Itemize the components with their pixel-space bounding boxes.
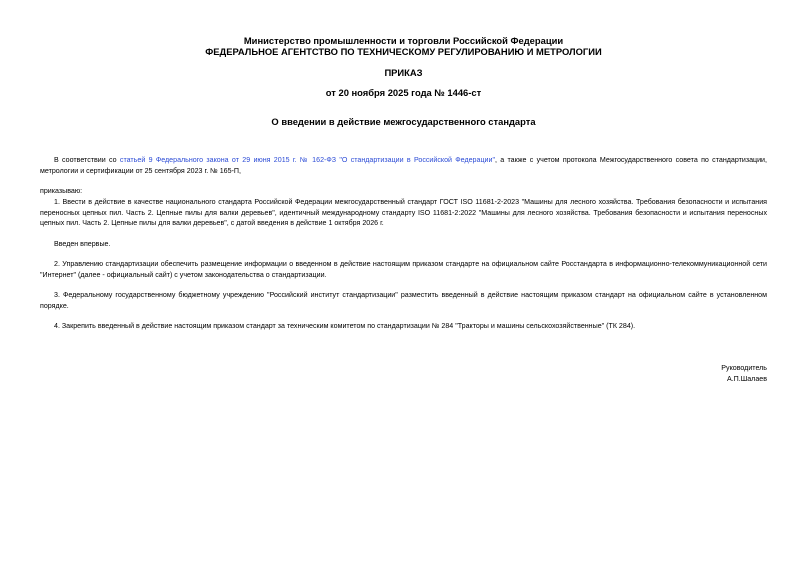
introduced-note: Введен впервые. [54, 240, 111, 248]
legal-basis-suffix: , а также с учетом протокола Межгосударственного совета по стандартизации, метрологии и сертификации от 25 сентября 2023 г. № 165-П, [40, 156, 767, 175]
signatory-title: Руководитель [721, 364, 767, 372]
federal-law-link[interactable]: статьей 9 Федерального закона от 29 июня 2015 г. № 162-ФЗ "О стандартизации в Российской Федерации" [119, 156, 495, 164]
order-item-4: 4. Закрепить введенный в действие настоящим приказом стандарт за техническим комитетом по стандартизации № 284 "Тракторы и машины сельскохозяйственные" (ТК 284). [54, 322, 636, 330]
document-page [40, 0, 767, 571]
agency-name: ФЕДЕРАЛЬНОЕ АГЕНТСТВО ПО ТЕХНИЧЕСКОМУ РЕГУЛИРОВАНИЮ И МЕТРОЛОГИИ [205, 46, 602, 57]
legal-basis-paragraph [40, 155, 767, 176]
legal-basis-prefix: В соответствии со [54, 156, 120, 164]
order-item-1: 1. Ввести в действие в качестве национального стандарта Российской Федерации межгосударственный стандарт ГОСТ ISO 11681-2-2023 "Машины для лесного хозяйства. Требования безопасности и испытания переносных цепных пил. Часть 2. Цепные пилы для валки деревьев", идентичный международному стандарту ISO 11681-2:2022 "Машины для лесного хозяйства. Требования безопасности и испытания переносных цепных пил. Часть 2. Цепные пилы для валки деревьев", с датой введения в действие 1 октября 2026 г. [40, 198, 767, 228]
ministry-name: Министерство промышленности и торговли Российской Федерации [243, 35, 564, 46]
order-title: ПРИКАЗ [384, 67, 423, 78]
order-item-2: 2. Управлению стандартизации обеспечить размещение информации о введенном в действие настоящим приказом стандарте на официальном сайте Росстандарта в информационно-телекоммуникационной сети "Интернет" (далее - официальный сайт) с учетом законодательства о стандартизации. [40, 260, 767, 279]
order-date-number: от 20 ноября 2025 года № 1446-ст [325, 87, 482, 98]
order-word: приказываю: [40, 187, 83, 195]
signatory-name: А.П.Шалаев [726, 375, 767, 383]
order-subject: О введении в действие межгосударственного стандарта [271, 116, 536, 127]
order-item-3: 3. Федеральному государственному бюджетному учреждению "Российский институт стандартизации" разместить введенный в действие настоящим приказом стандарт на официальном сайте в установленном порядке. [40, 291, 767, 310]
